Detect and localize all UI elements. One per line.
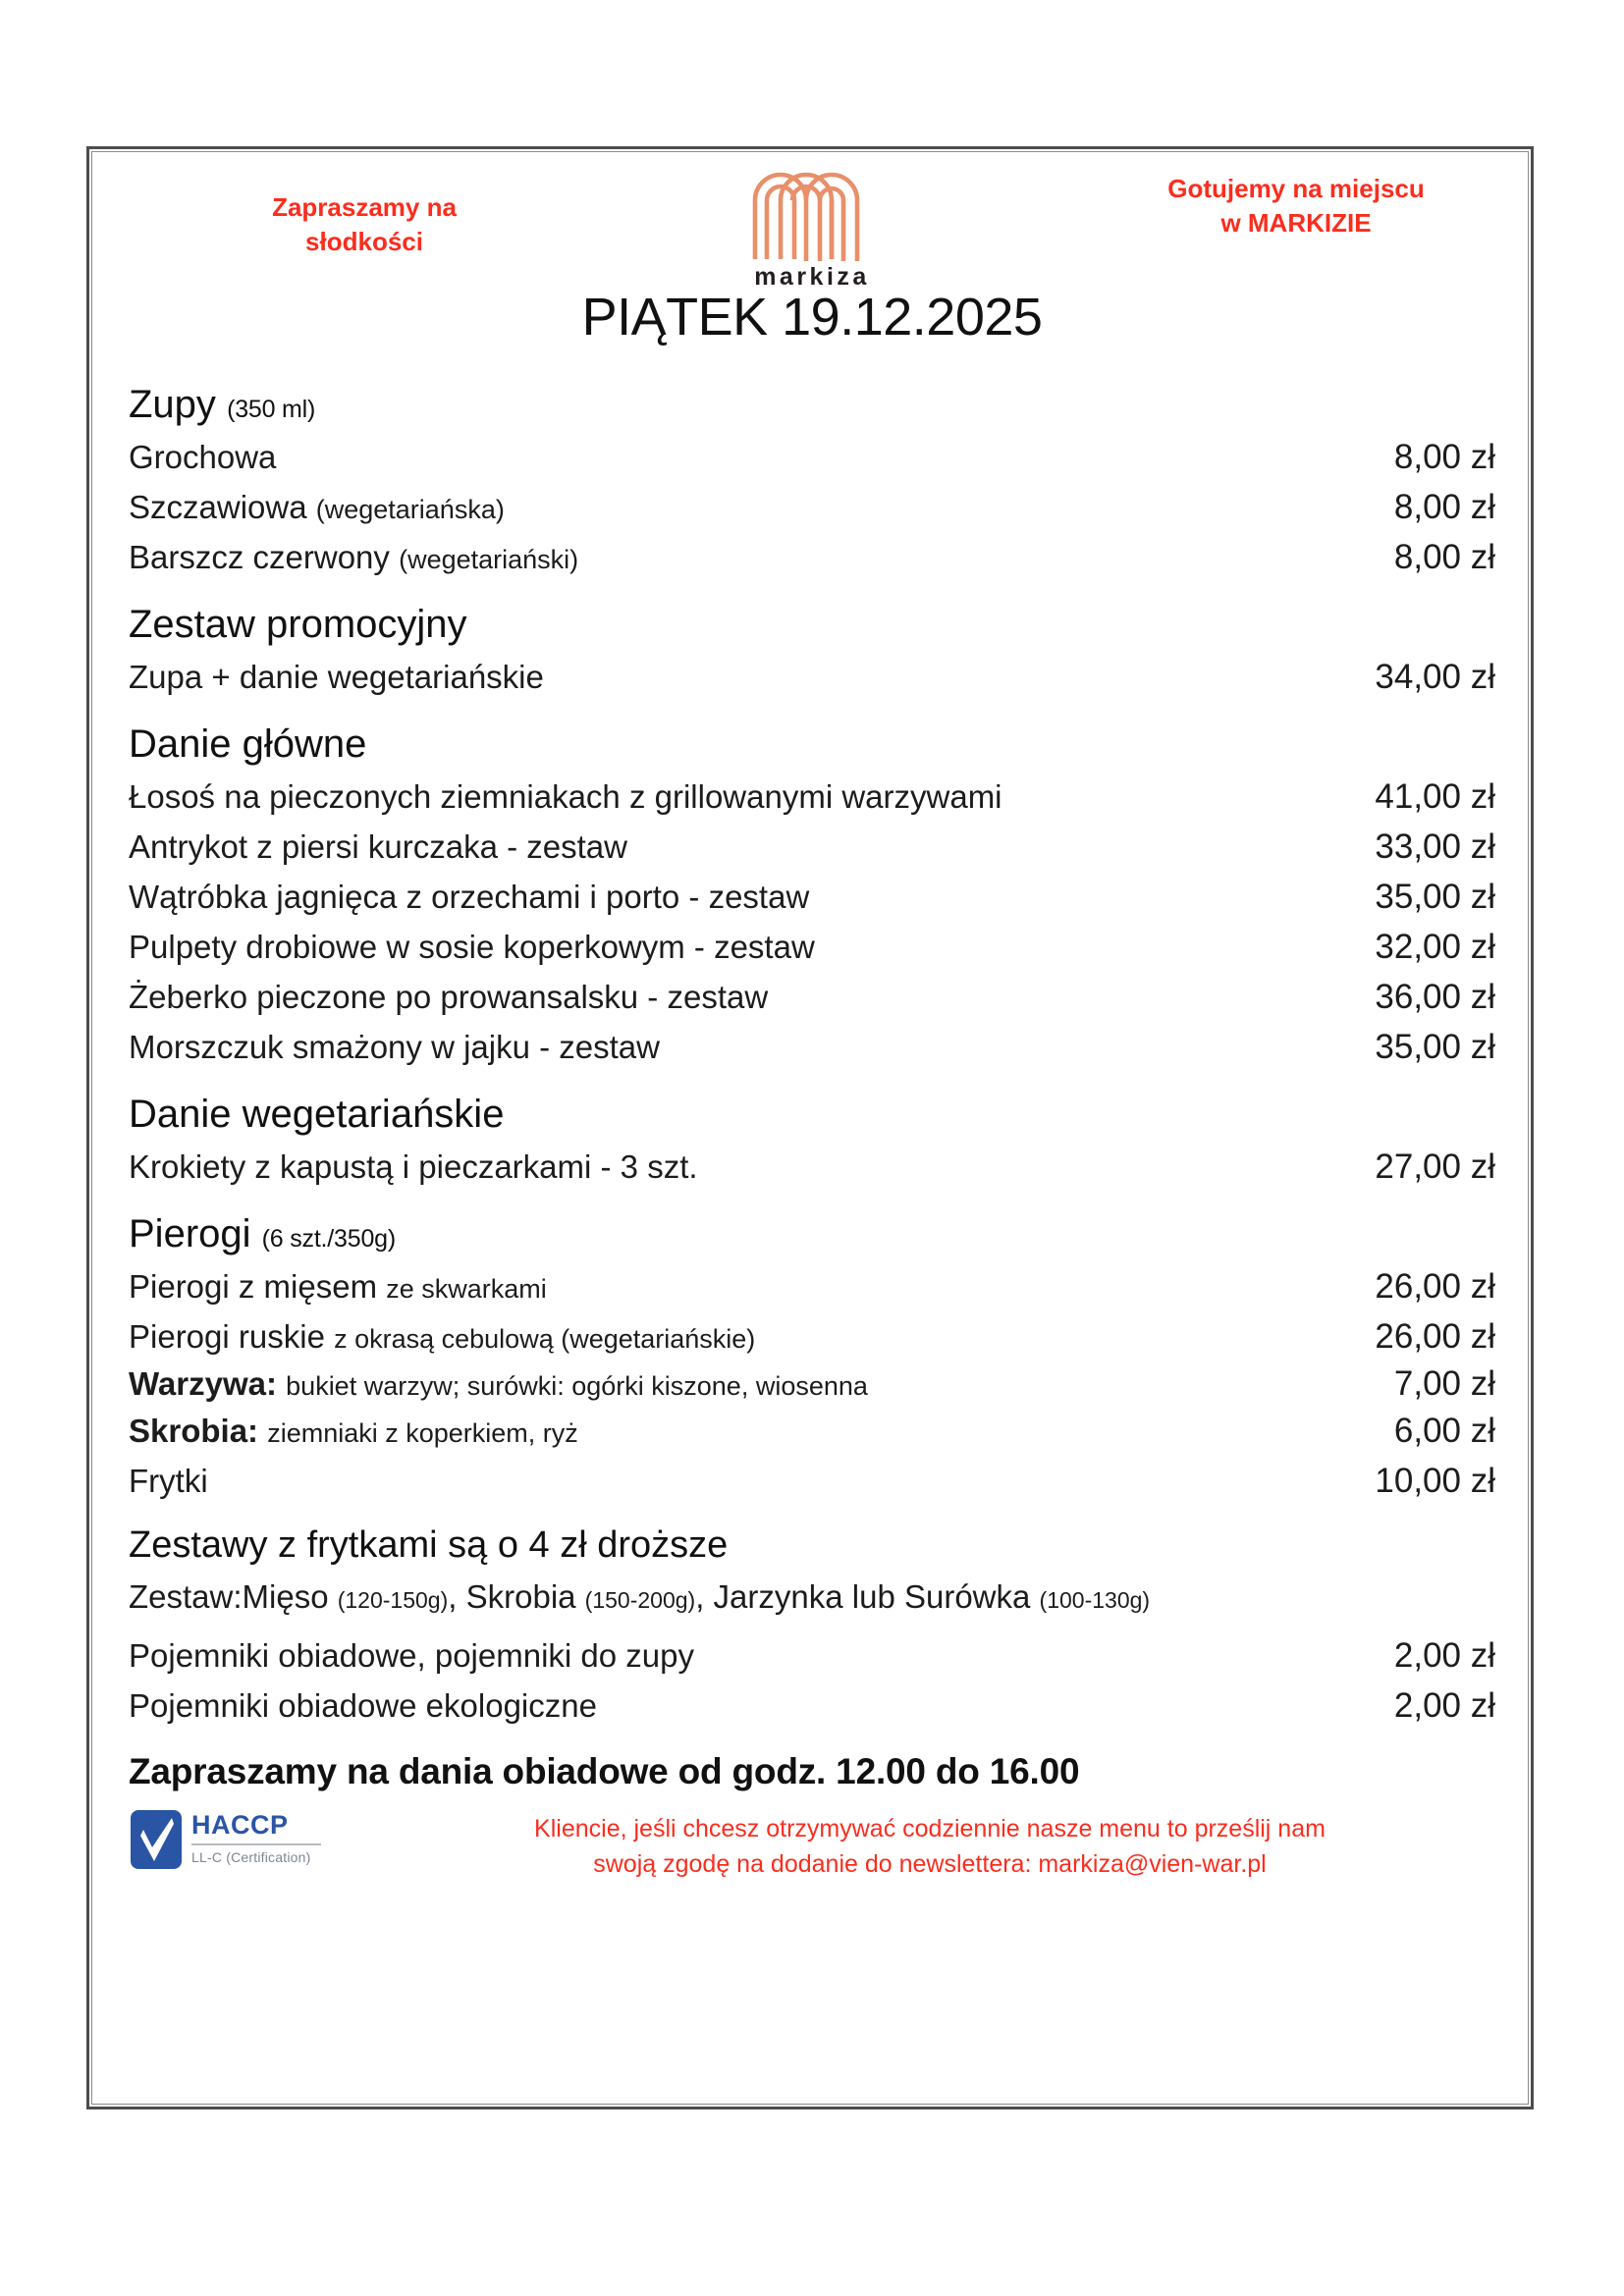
item-name: Krokiety z kapustą i pieczarkami - 3 szt.: [129, 1148, 698, 1185]
item-price: 36,00 zł: [1375, 978, 1495, 1016]
item-name: Pulpety drobiowe w sosie koperkowym - zestaw: [129, 929, 815, 965]
item-note: bukiet warzyw; surówki: ogórki kiszone, wiosenna: [286, 1371, 868, 1401]
menu-body: [129, 383, 1495, 1792]
item-note: ze skwarkami: [386, 1274, 547, 1304]
item-price: 35,00 zł: [1375, 1028, 1495, 1066]
promo-cooked-onsite-note: [1114, 172, 1478, 240]
section-heading-danie-wegetarianskie: [129, 1093, 1495, 1137]
item-name: [129, 489, 1394, 526]
item-name: Antrykot z piersi kurczaka - zestaw: [129, 828, 627, 865]
zestaw-part-3: Jarzynka lub Surówka: [713, 1578, 1031, 1615]
section-title-danie-wegetarianskie: Danie wegetariańskie: [129, 1093, 505, 1136]
menu-row: [129, 978, 1495, 1017]
haccp-checkmark-icon: [131, 1810, 182, 1869]
item-name: [129, 1413, 1394, 1450]
promo-cooked-line2: w MARKIZIE: [1220, 208, 1372, 239]
frytki-surcharge-note: Zestawy z frytkami są o 4 zł droższe: [129, 1524, 729, 1566]
menu-row-warzywa: [129, 1364, 1495, 1404]
item-price: 7,00 zł: [1393, 1364, 1495, 1403]
section-note-zupy: (350 ml): [227, 396, 316, 423]
menu-header: [129, 171, 1495, 357]
item-price: 33,00 zł: [1375, 828, 1495, 866]
brand-logo: [684, 167, 940, 292]
spacer: [129, 1616, 1495, 1626]
haccp-text-block: [191, 1810, 321, 1865]
zestaw-sep-2: ,: [695, 1578, 705, 1615]
menu-row: [129, 878, 1495, 917]
haccp-divider: [191, 1843, 321, 1845]
item-note: (wegetariański): [399, 545, 579, 574]
promo-sweets-line2: słodkości: [305, 227, 423, 257]
menu-date-title: PIĄTEK 19.12.2025: [581, 288, 1043, 347]
brand-name: markiza: [754, 263, 870, 291]
menu-row: [129, 1636, 1495, 1676]
item-price: 26,00 zł: [1375, 1267, 1495, 1306]
item-note: ziemniaki z koperkiem, ryż: [267, 1418, 578, 1448]
item-label-bold: Warzywa:: [129, 1365, 277, 1402]
item-name: Żeberko pieczone po prowansalsku - zestaw: [129, 979, 769, 1015]
section-heading-zestaw-promocyjny: [129, 603, 1495, 647]
menu-row: [129, 538, 1495, 577]
item-price: 8,00 zł: [1393, 538, 1495, 576]
item-name-text: Szczawiowa: [129, 489, 307, 525]
zestaw-gram-2: (150-200g): [584, 1587, 696, 1613]
promo-sweets-line1: Zapraszamy na: [272, 192, 457, 222]
item-price: 35,00 zł: [1375, 878, 1495, 916]
haccp-certification: [131, 1810, 321, 1869]
menu-row: [129, 1148, 1495, 1187]
item-name: [129, 1268, 1375, 1306]
newsletter-invitation: [374, 1812, 1486, 1882]
zestaw-part-1: Zestaw:Mięso: [129, 1578, 329, 1615]
item-price: 27,00 zł: [1375, 1148, 1495, 1186]
section-heading-danie-glowne: [129, 722, 1495, 767]
menu-footer: [129, 1806, 1495, 1924]
menu-row: [129, 488, 1495, 527]
menu-row-frytki: [129, 1462, 1495, 1501]
zestaw-part-2: Skrobia: [465, 1578, 576, 1615]
item-name: Frytki: [129, 1463, 208, 1499]
promo-cooked-line1: Gotujemy na miejscu: [1167, 174, 1425, 203]
menu-frame: [86, 146, 1534, 2109]
promo-sweets-note: [217, 190, 512, 259]
haccp-subtitle: LL-C (Certification): [191, 1849, 311, 1865]
section-heading-pierogi: [129, 1212, 1495, 1256]
item-name-text: Barszcz czerwony: [129, 539, 390, 575]
item-name: [129, 1318, 1375, 1356]
item-label-bold: Skrobia:: [129, 1413, 259, 1449]
menu-row: [129, 1317, 1495, 1357]
newsletter-line2: swoją zgodę na dodanie do newslettera: markiza@vien-war.pl: [593, 1849, 1267, 1878]
menu-row: [129, 928, 1495, 967]
item-price: 10,00 zł: [1375, 1462, 1495, 1500]
item-price: 6,00 zł: [1393, 1412, 1495, 1450]
item-name: Pojemniki obiadowe ekologiczne: [129, 1687, 597, 1724]
menu-row: [129, 777, 1495, 817]
item-note: z okrasą cebulową (wegetariańskie): [334, 1324, 756, 1354]
section-note-pierogi: (6 szt./350g): [261, 1225, 396, 1253]
menu-row: [129, 658, 1495, 697]
item-price: 32,00 zł: [1375, 928, 1495, 966]
newsletter-line1: Kliencie, jeśli chcesz otrzymywać codziennie nasze menu to prześlij nam: [534, 1815, 1326, 1842]
menu-row-skrobia: [129, 1412, 1495, 1451]
item-name: Pojemniki obiadowe, pojemniki do zupy: [129, 1637, 694, 1674]
menu-row: [129, 438, 1495, 477]
menu-row: [129, 1267, 1495, 1307]
section-title-zupy: Zupy: [129, 383, 216, 426]
item-name-text: Pierogi z mięsem: [129, 1268, 378, 1305]
menu-row: [129, 828, 1495, 867]
markiza-logo-icon: [747, 167, 877, 261]
haccp-title: HACCP: [191, 1810, 289, 1840]
section-title-zestaw-promocyjny: Zestaw promocyjny: [129, 603, 467, 646]
item-name: Morszczuk smażony w jajku - zestaw: [129, 1029, 660, 1065]
item-name: Zupa + danie wegetariańskie: [129, 659, 544, 695]
item-price: 41,00 zł: [1375, 777, 1495, 816]
menu-row: [129, 1028, 1495, 1067]
item-price: 26,00 zł: [1375, 1317, 1495, 1356]
item-name: Grochowa: [129, 439, 277, 475]
section-title-pierogi: Pierogi: [129, 1212, 251, 1255]
zestaw-sep-1: ,: [448, 1578, 458, 1615]
zestaw-gram-1: (120-150g): [337, 1587, 449, 1613]
item-price: 8,00 zł: [1393, 488, 1495, 526]
item-name: Wątróbka jagnięca z orzechami i porto - zestaw: [129, 879, 810, 915]
item-price: 2,00 zł: [1393, 1636, 1495, 1675]
item-name-text: Pierogi ruskie: [129, 1318, 325, 1355]
zestaw-composition-note: [129, 1578, 1495, 1616]
menu-row: [129, 1686, 1495, 1726]
zestaw-gram-3: (100-130g): [1039, 1587, 1151, 1613]
section-title-danie-glowne: Danie główne: [129, 722, 367, 766]
item-name: Łosoś na pieczonych ziemniakach z grillowanymi warzywami: [129, 778, 1002, 815]
item-note: (wegetariańska): [315, 495, 505, 524]
section-heading-zupy: [129, 383, 1495, 427]
item-price: 2,00 zł: [1393, 1686, 1495, 1725]
checkmark-icon: [131, 1810, 182, 1869]
item-name: [129, 539, 1394, 576]
item-name: [129, 1365, 1394, 1403]
item-price: 8,00 zł: [1393, 438, 1495, 476]
item-price: 34,00 zł: [1375, 658, 1495, 696]
opening-hours-note: Zapraszamy na dania obiadowe od godz. 12.00 do 16.00: [129, 1751, 1080, 1791]
